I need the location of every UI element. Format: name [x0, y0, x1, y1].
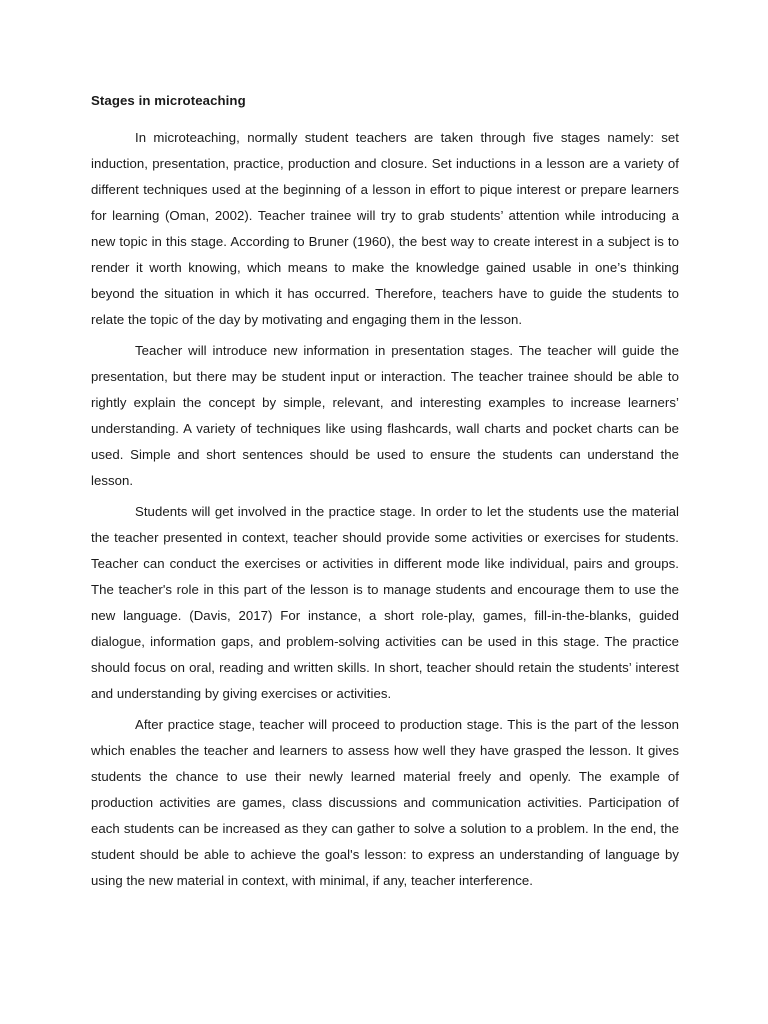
paragraph-set-induction: In microteaching, normally student teachers are taken through five stages namely: set induction, presentation, practice, production and closure. Set inductions in a lesson are a variety of different techniques used at the beginning of a lesson in effort to pique interest or prepare learners for learning (Oman, 2002). Teacher trainee will try to grab students’ attention while introducing a new topic in this stage. According to Bruner (1960), the best way to create interest in a subject is to render it worth knowing, which means to make the knowledge gained usable in one’s thinking beyond the situation in which it has occurred. Therefore, teachers have to guide the students to relate the topic of the day by motivating and engaging them in the lesson.: [91, 130, 679, 327]
paragraph-production: After practice stage, teacher will proceed to production stage. This is the part of the lesson which enables the teacher and learners to assess how well they have grasped the lesson. It gives students the chance to use their newly learned material freely and openly. The example of production activities are games, class discussions and communication activities. Participation of each students can be increased as they can gather to solve a solution to a problem. In the end, the student should be able to achieve the goal's lesson: to express an understanding of language by using the new material in context, with minimal, if any, teacher interference.: [91, 717, 679, 888]
section-heading: Stages in microteaching: [91, 93, 246, 108]
paragraph-practice: Students will get involved in the practice stage. In order to let the students use the material the teacher presented in context, teacher should provide some activities or exercises for students. Teacher can conduct the exercises or activities in different mode like individual, pairs and groups. The teacher's role in this part of the lesson is to manage students and encourage them to use the new language. (Davis, 2017) For instance, a short role-play, games, fill-in-the-blanks, guided dialogue, information gaps, and problem-solving activities can be used in this stage. The practice should focus on oral, reading and written skills. In short, teacher should retain the students’ interest and understanding by giving exercises or activities.: [91, 504, 679, 701]
paragraph-presentation: Teacher will introduce new information in presentation stages. The teacher will guide the presentation, but there may be student input or interaction. The teacher trainee should be able to rightly explain the concept by simple, relevant, and interesting examples to increase learners’ understanding. A variety of techniques like using flashcards, wall charts and pocket charts can be used. Simple and short sentences should be used to ensure the students can understand the lesson.: [91, 343, 679, 488]
document-body: [91, 92, 679, 899]
